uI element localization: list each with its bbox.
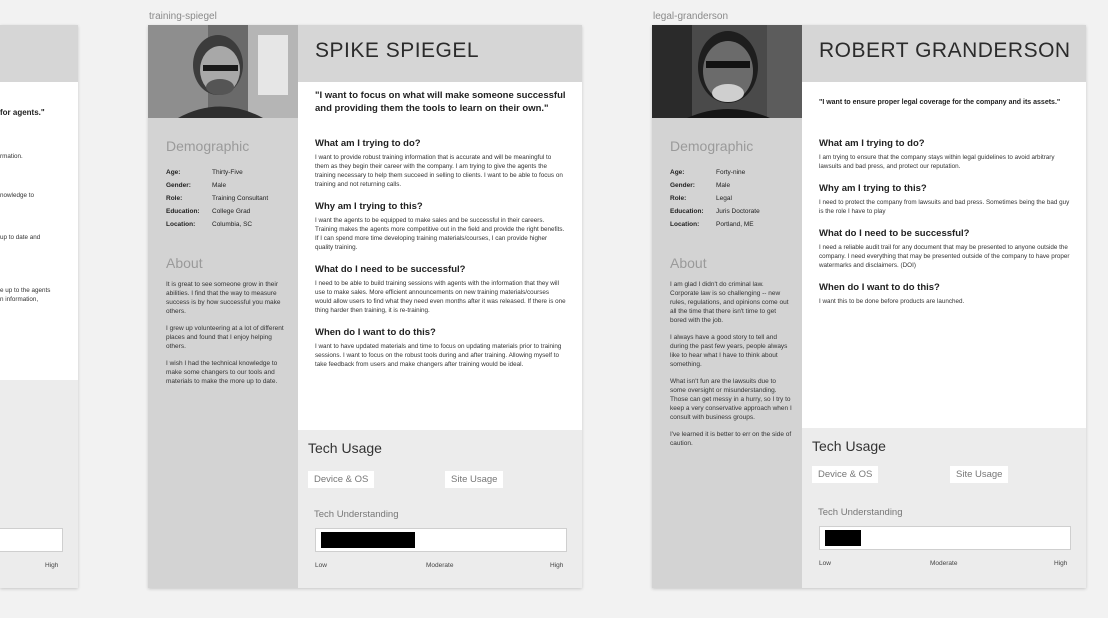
persona-name: SPIKE SPIEGEL <box>315 39 480 62</box>
question-title: When do I want to do this? <box>819 282 940 293</box>
question-body: I want the agents to be equipped to make sales and be successful in their careers. Training makes the agents more competitive out in the field and provide the right benefits. If I can spend more time developing training materials/courses, I can provide higher quality training. <box>315 217 565 251</box>
text-fragment: nowledge to <box>0 192 34 199</box>
questions-section <box>315 138 566 381</box>
about-paragraph: It is great to see someone grow in their abilities. I find that the way to measure success is by how successful you make others. <box>166 281 281 315</box>
card-header <box>802 25 1086 82</box>
persona-card-granderson <box>652 25 1086 588</box>
about-paragraph: I am glad I didn't do criminal law. Corporate law is so challenging -- new rules, regulations, and opinions come out all the time that there isn't time to get bored with the job. <box>670 281 789 324</box>
tech-understanding-bar <box>0 528 63 552</box>
text-fragment: e up to the agents <box>0 287 51 294</box>
about-paragraph: I've learned it is better to err on the side of caution. <box>670 431 792 447</box>
demographic-row: Role: Legal <box>670 195 732 202</box>
scale-low: Low <box>315 562 327 569</box>
question-body: I am trying to ensure that the company stays within legal guidelines to avoid arbitrary lawsuits and bad press, and protect our reputation. <box>819 154 1055 170</box>
device-os-label: Device & OS <box>308 471 374 488</box>
question-title: What do I need to be successful? <box>819 228 970 239</box>
question-body: I want this to be done before products are launched. <box>819 298 965 305</box>
demographic-heading: Demographic <box>166 138 250 154</box>
tech-section <box>0 380 78 588</box>
question-title: What am I trying to do? <box>819 138 925 149</box>
demographic-row: Gender: Male <box>670 182 731 189</box>
question-title: When do I want to do this? <box>315 327 436 338</box>
tech-understanding-fill <box>825 530 861 546</box>
question-title: Why am I trying to this? <box>315 201 423 212</box>
tech-understanding-bar <box>819 526 1071 550</box>
demographic-row: Education: Juris Doctorate <box>670 208 760 215</box>
demographic-row: Education: College Grad <box>166 208 251 215</box>
persona-card-partial <box>0 25 78 588</box>
scale-high: High <box>45 562 59 569</box>
artboard-label[interactable]: legal-granderson <box>653 11 729 22</box>
scale-low: Low <box>819 560 831 567</box>
scale-high: High <box>1054 560 1068 567</box>
tech-understanding-bar <box>315 528 567 552</box>
card-header <box>298 25 582 82</box>
persona-name: ROBERT GRANDERSON <box>819 39 1071 62</box>
card-header <box>0 25 78 82</box>
scale-moderate: Moderate <box>426 562 454 569</box>
tech-usage-title: Tech Usage <box>308 440 382 456</box>
tech-usage-title: Tech Usage <box>812 438 886 454</box>
question-body: I need to be able to build training sessions with agents with the information that they will use to make sales. More efficient announcements on new training materials/courses would allow users to find what they need even months after it was released. If there is one thing harder then training, it is re-training. <box>315 280 566 314</box>
question-body: I want to provide robust training information that is accurate and will be meaningful to them as they begin their career with the company. I am trying to give the agents the training necessary to help them succeed in selling to clients. I want to be able to focus on training and not returning calls. <box>315 154 563 188</box>
question-title: What am I trying to do? <box>315 138 421 149</box>
site-usage-label: Site Usage <box>445 471 503 488</box>
question-body: I need a reliable audit trail for any document that may be presented to anyone outside the company. I need everything that may be presented outside of the company to have proper watermarks and disclaimers. (DOI) <box>819 244 1070 269</box>
tech-usage-section <box>802 428 1086 588</box>
about-paragraph: What isn't fun are the lawsuits due to some oversight or misunderstanding. Those can get messy in a hurry, so I try to keep a very conservative approach when I consult with business groups. <box>670 378 792 421</box>
about-paragraph: I grew up volunteering at a lot of different places and found that I enjoy helping others. <box>166 325 284 350</box>
question-title: What do I need to be successful? <box>315 264 466 275</box>
about-heading: About <box>670 255 707 271</box>
question-body: I need to protect the company from lawsuits and bad press. Sometimes being the bad guy is the role I have to play <box>819 199 1070 215</box>
about-section <box>166 280 288 394</box>
text-fragment: n information, <box>0 296 39 303</box>
demographics-section <box>166 138 286 231</box>
site-usage-label: Site Usage <box>950 466 1008 483</box>
device-os-label: Device & OS <box>812 466 878 483</box>
demographic-row: Gender: Male <box>166 182 227 189</box>
about-section <box>670 280 792 456</box>
demographic-row: Role: Training Consultant <box>166 195 269 202</box>
persona-card-spiegel <box>148 25 582 588</box>
artboard-label[interactable]: training-spiegel <box>149 11 217 22</box>
demographic-row: Age: Thirty-Five <box>166 169 243 176</box>
persona-photo <box>148 25 298 118</box>
scale-moderate: Moderate <box>930 560 958 567</box>
about-paragraph: I always have a good story to tell and during the past few years, people always like to hear what I have to think about something. <box>670 334 788 368</box>
demographics-section <box>670 138 790 231</box>
about-paragraph: I wish I had the technical knowledge to make some changers to our tools and materials to make the more up to date. <box>166 360 278 385</box>
question-body: I want to have updated materials and time to focus on updating materials prior to training sessions. I want to focus on the robust tools during and after training. Allowing myself to take feedback from users and make changers after training would be ideal. <box>315 343 562 368</box>
tech-usage-section <box>298 430 582 588</box>
scale-high: High <box>550 562 564 569</box>
tech-understanding-label: Tech Understanding <box>818 507 903 518</box>
demographic-row: Age: Forty-nine <box>670 169 746 176</box>
persona-photo <box>652 25 802 118</box>
demographic-heading: Demographic <box>670 138 754 154</box>
about-heading: About <box>166 255 203 271</box>
text-fragment: rmation. <box>0 153 23 160</box>
persona-quote: "I want to focus on what will make someone successful and providing them the tools to learn on their own." <box>315 90 566 114</box>
questions-section <box>819 138 1070 318</box>
persona-quote: "I want to ensure proper legal coverage for the company and its assets." <box>819 99 1061 106</box>
question-title: Why am I trying to this? <box>819 183 927 194</box>
demographic-row: Location: Portland, ME <box>670 221 754 228</box>
demographic-row: Location: Columbia, SC <box>166 221 253 228</box>
tech-understanding-fill <box>321 532 415 548</box>
tech-understanding-label: Tech Understanding <box>314 509 399 520</box>
text-fragment: up to date and <box>0 234 41 241</box>
quote-fragment: for agents." <box>0 108 45 117</box>
